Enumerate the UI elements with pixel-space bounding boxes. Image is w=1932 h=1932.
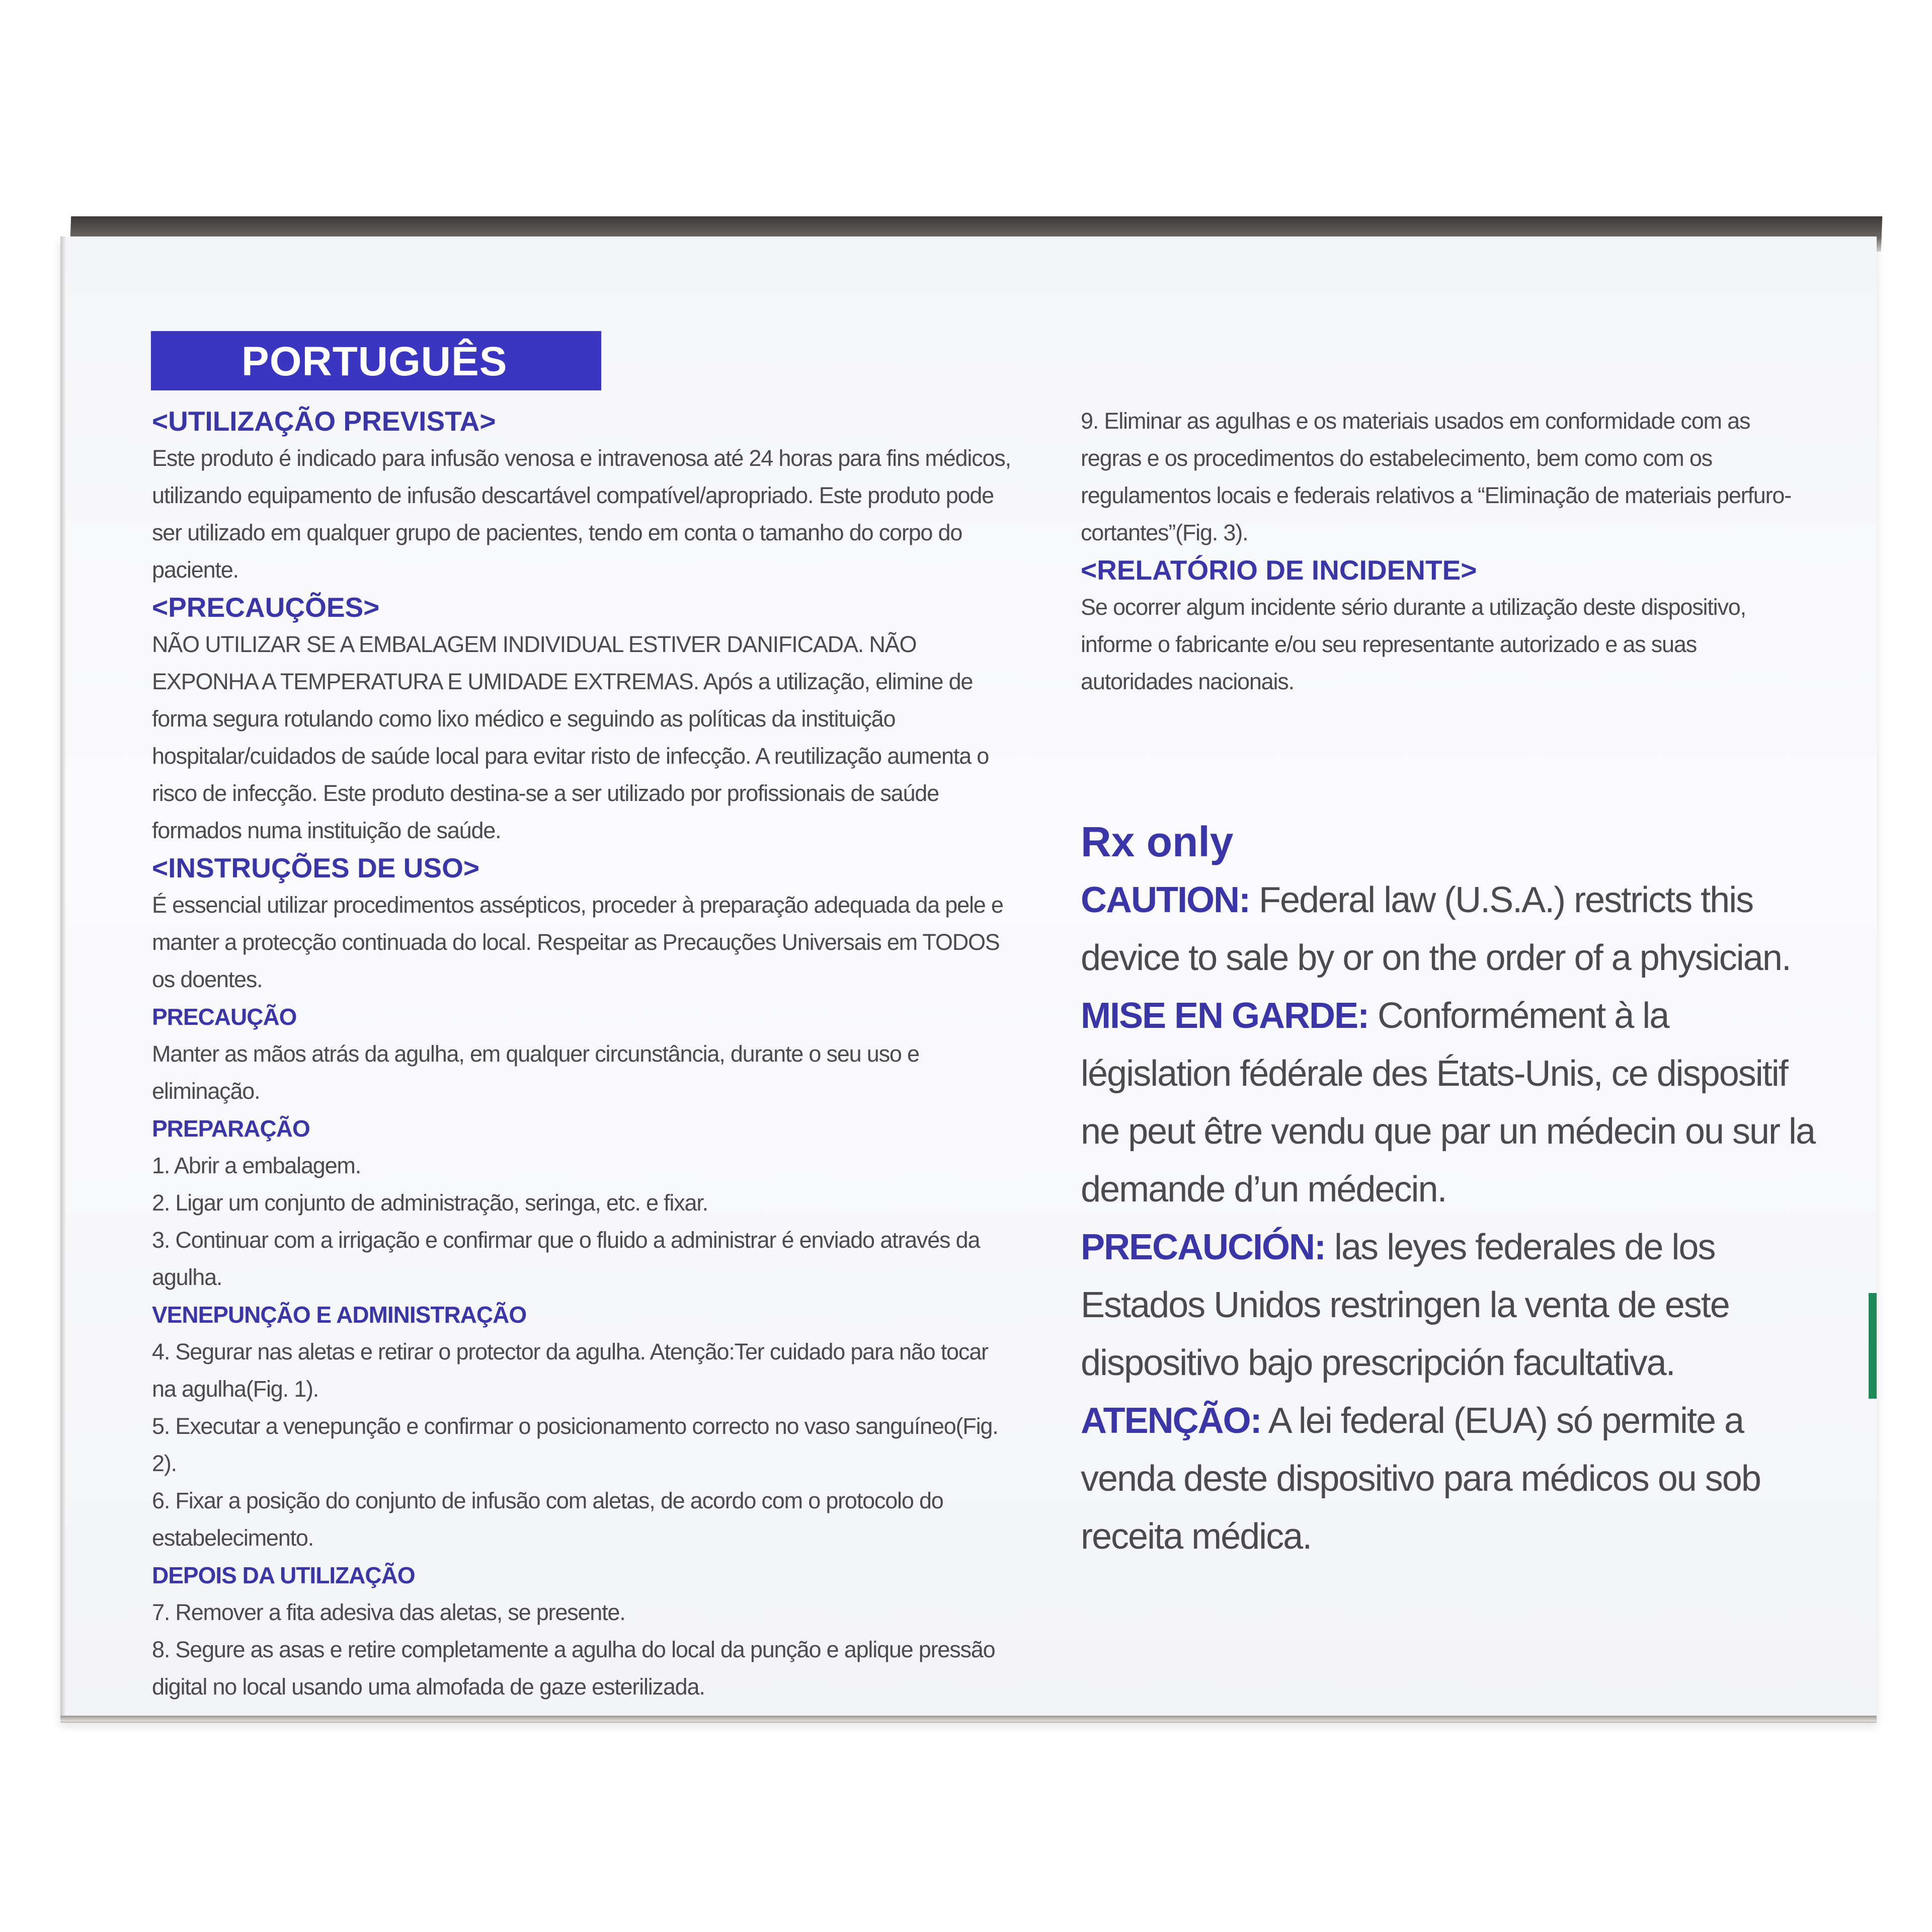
- intended-use-text: Este produto é indicado para infusão venosa e intravenosa até 24 horas para fins médicos, utilizando equipamento de infusão descartável compatível/apropriado. Este produto pode ser utilizado em qualquer grupo de pacientes, tendo em conta o tamanho do corpo do paciente.: [152, 445, 1011, 583]
- preparation-title: PREPARAÇÃO: [152, 1115, 310, 1142]
- intended-use-title: <UTILIZAÇÃO PREVISTA>: [152, 406, 496, 437]
- box-bottom-edge: [60, 1716, 1877, 1722]
- rx-warning-block: [1081, 814, 1825, 1566]
- venipuncture-step: 5. Executar a venepunção e confirmar o posicionamento correcto no vaso sanguíneo(Fig. 2).: [152, 1413, 998, 1476]
- venipuncture-title: VENEPUNÇÃO E ADMINISTRAÇÃO: [152, 1302, 527, 1328]
- rx-warning-label: ATENÇÃO:: [1081, 1401, 1261, 1441]
- language-header: [151, 331, 601, 390]
- precautions-title: <PRECAUÇÕES>: [152, 592, 380, 623]
- rx-warning-fr: [1081, 987, 1825, 1219]
- left-column: [152, 403, 1012, 1706]
- preparation-step: 3. Continuar com a irrigação e confirmar que o fluido a administrar é enviado através da agulha.: [152, 1227, 980, 1290]
- after-use-step: 8. Segure as asas e retire completamente a agulha do local da punção e aplique pressão digital no local usando uma almofada de gaze esterilizada.: [152, 1637, 995, 1700]
- rx-warning-pt: [1081, 1392, 1825, 1566]
- precautions-text: NÃO UTILIZAR SE A EMBALAGEM INDIVIDUAL ESTIVER DANIFICADA. NÃO EXPONHA A TEMPERATURA E UMIDADE EXTREMAS. Após a utilização, elimine de forma segura rotulando como lixo médico e seguindo as políticas da instituição hospitalar/cuidados de saúde local para evitar risto de infecção. A reutilização aumenta o risco de infecção. Este produto destina-se a ser utilizado por profissionais de saúde formados numa instituição de saúde.: [152, 631, 989, 843]
- venipuncture-step: 6. Fixar a posição do conjunto de infusão com aletas, de acordo com o protocolo do estabelecimento.: [152, 1488, 943, 1551]
- preparation-step: 1. Abrir a embalagem.: [152, 1153, 361, 1178]
- green-color-strip: [1869, 1293, 1877, 1399]
- rx-warning-text: las leyes federales de los Estados Unidos restringen la venta de este dispositivo bajo prescripción facultativa.: [1081, 1227, 1729, 1383]
- rx-warning-text: Federal law (U.S.A.) restricts this device to sale by or on the order of a physician.: [1081, 880, 1791, 978]
- disposal-step: 9. Eliminar as agulhas e os materiais usados em conformidade com as regras e os procedimentos do estabelecimento, bem como com os regulamentos locais e federais relativos a “Eliminação de materiais perfuro-cortantes”(Fig. 3).: [1081, 408, 1791, 545]
- after-use-step: 7. Remover a fita adesiva das aletas, se presente.: [152, 1599, 625, 1625]
- rx-warning-en: [1081, 871, 1825, 987]
- rx-warning-label: MISE EN GARDE:: [1081, 996, 1369, 1036]
- preparation-step: 2. Ligar um conjunto de administração, seringa, etc. e fixar.: [152, 1190, 708, 1216]
- rx-only-title: Rx only: [1081, 818, 1234, 865]
- incident-text: Se ocorrer algum incidente sério durante a utilização deste dispositivo, informe o fabricante e/ou seu representante autorizado e as suas autoridades nacionais.: [1081, 594, 1746, 694]
- rx-warning-text: A lei federal (EUA) só permite a venda deste dispositivo para médicos ou sob receita médica.: [1081, 1401, 1760, 1557]
- rx-warning-label: CAUTION:: [1081, 880, 1250, 920]
- after-use-title: DEPOIS DA UTILIZAÇÃO: [152, 1562, 415, 1588]
- caution-text: Manter as mãos atrás da agulha, em qualquer circunstância, durante o seu uso e eliminação.: [152, 1041, 919, 1104]
- venipuncture-step: 4. Segurar nas aletas e retirar o protector da agulha. Atenção:Ter cuidado para não tocar na agulha(Fig. 1).: [152, 1339, 988, 1402]
- rx-warning-es: [1081, 1219, 1825, 1392]
- incident-title: <RELATÓRIO DE INCIDENTE>: [1081, 554, 1477, 586]
- rx-warning-text: Conformément à la législation fédérale des États-Unis, ce dispositif ne peut être vendu que par un médecin ou sur la demande d’un médecin.: [1081, 996, 1815, 1210]
- instructions-text: É essencial utilizar procedimentos assépticos, proceder à preparação adequada da pele e manter a protecção continuada do local. Respeitar as Precauções Universais em TODOS os doentes.: [152, 892, 1003, 992]
- caution-title: PRECAUÇÃO: [152, 1004, 297, 1030]
- language-title: PORTUGUÊS: [242, 339, 508, 384]
- instructions-title: <INSTRUÇÕES DE USO>: [152, 852, 479, 883]
- rx-warning-label: PRECAUCIÓN:: [1081, 1227, 1326, 1267]
- right-column: [1081, 403, 1795, 700]
